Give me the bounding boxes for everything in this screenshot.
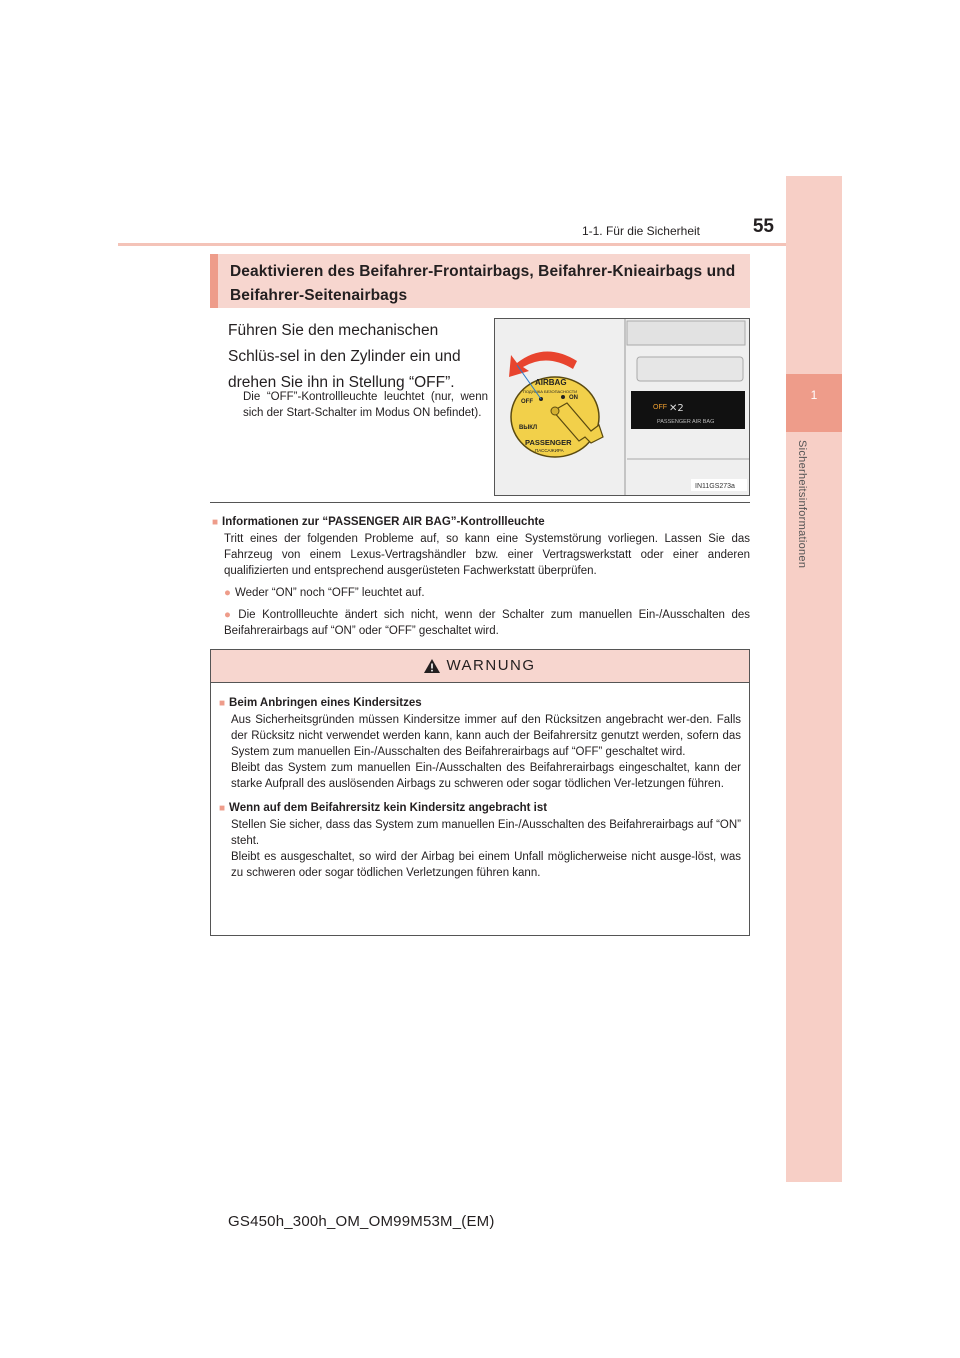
watermark: carmanualsonline.info	[822, 1336, 960, 1351]
page-number: 55	[752, 216, 774, 237]
square-bullet-icon: ■	[219, 698, 226, 709]
indicator-icon: ✕2	[669, 403, 684, 414]
info-bullet-1: ● Weder “ON” noch “OFF” leuchtet auf.	[224, 587, 425, 599]
info-bullet-2: ● Die Kontrollleuchte ändert sich nicht, wenn der Schalter zum manuellen Ein-/Ausschalten des Beifahrerairbags auf “ON” oder “OFF” geschaltet wird.	[224, 609, 750, 637]
warning-heading-2: ■ Wenn auf dem Beifahrersitz kein Kindersitz angebracht ist	[219, 802, 548, 814]
switch-airbag-text: AIRBAG	[535, 378, 567, 387]
intro-note: Die “OFF”-Kontrollleuchte leuchtet (nur, wenn sich der Start-Schalter im Modus ON befindet).	[243, 391, 488, 419]
square-bullet-icon: ■	[219, 803, 226, 814]
figure-code: IN11GS273a	[695, 483, 735, 490]
warning-box	[210, 649, 750, 936]
footer-doc-code: GS450h_300h_OM_OM99M53M_(EM)	[228, 1213, 495, 1230]
header-rule	[118, 243, 786, 246]
switch-passenger-text: PASSENGER	[525, 438, 572, 447]
warning-body	[211, 683, 749, 881]
warning-text-1: Aus Sicherheitsgründen müssen Kindersitze immer auf den Rücksitzen angebracht wer-den. Falls der Rücksitz nicht verwendet werden kann, kann auch der Beifahrersitz genutzt werden, sofern das System zum manuellen Ein-/Ausschalten des Beifahrerairbags auf “OFF” geschaltet wird. Bleibt das System zum manuellen Ein-/Ausschalten des Beifahrerairbags eingeschaltet, kann der starke Aufprall des auslösenden Airbags zu schweren oder sogar tödlichen Ver-letzungen führen.	[231, 714, 741, 790]
circle-bullet-icon: ●	[224, 587, 231, 599]
warning-header	[211, 650, 749, 683]
switch-off-text: OFF	[521, 399, 533, 405]
intro-instruction: Führen Sie den mechanischen Schlüs-sel in den Zylinder ein und drehen Sie ihn in Stellung “OFF”.	[228, 322, 461, 391]
chapter-marker	[786, 374, 842, 432]
switch-vykl-text: ВЫКЛ	[519, 425, 538, 431]
section-rule	[210, 502, 750, 503]
circle-bullet-icon: ●	[224, 609, 235, 621]
switch-on-text: ON	[569, 395, 578, 401]
switch-cyrillic-bottom: ПАССАЖИРА	[535, 448, 564, 453]
info-text: Tritt eines der folgenden Probleme auf, so kann eine Systemstörung vorliegen. Lassen Sie das Fahrzeug von einem Lexus-Vertragshändler bzw. einer Vertragswerkstatt oder einer anderen qualifizierten und entsprechend ausgerüsteten Fachwerkstatt überprüfen.	[224, 533, 750, 577]
chapter-label: Sicherheitsinformationen	[796, 440, 808, 569]
info-heading: ■ Informationen zur “PASSENGER AIR BAG”-Kontrollleuchte	[212, 516, 545, 528]
airbag-switch-figure	[494, 318, 750, 496]
indicator-off-text: OFF	[653, 404, 667, 411]
warning-triangle-icon	[424, 659, 440, 673]
warning-heading-1: ■ Beim Anbringen eines Kindersitzes	[219, 697, 422, 709]
info-section	[212, 514, 750, 639]
section-title: Deaktivieren des Beifahrer-Frontairbags, Beifahrer-Knieairbags und Beifahrer-Seitenairbags	[210, 254, 750, 308]
indicator-label: PASSENGER AIR BAG	[657, 419, 715, 425]
square-bullet-icon: ■	[212, 517, 219, 528]
switch-cyrillic-top: ПОДУШКА БЕЗОПАСНОСТИ	[523, 389, 578, 394]
warning-title: WARNUNG	[446, 657, 536, 674]
header-section-title: 1-1. Für die Sicherheit	[581, 224, 700, 238]
chapter-number: 1	[810, 388, 818, 402]
warning-text-2: Stellen Sie sicher, dass das System zum manuellen Ein-/Ausschalten des Beifahrerairbags auf “ON” steht. Bleibt es ausgeschaltet, so wird der Airbag bei einem Unfall möglicherweise nicht ausge-löst, was zu schweren oder sogar tödlichen Verletzungen führen kann.	[231, 819, 741, 879]
side-tab	[786, 176, 842, 1182]
